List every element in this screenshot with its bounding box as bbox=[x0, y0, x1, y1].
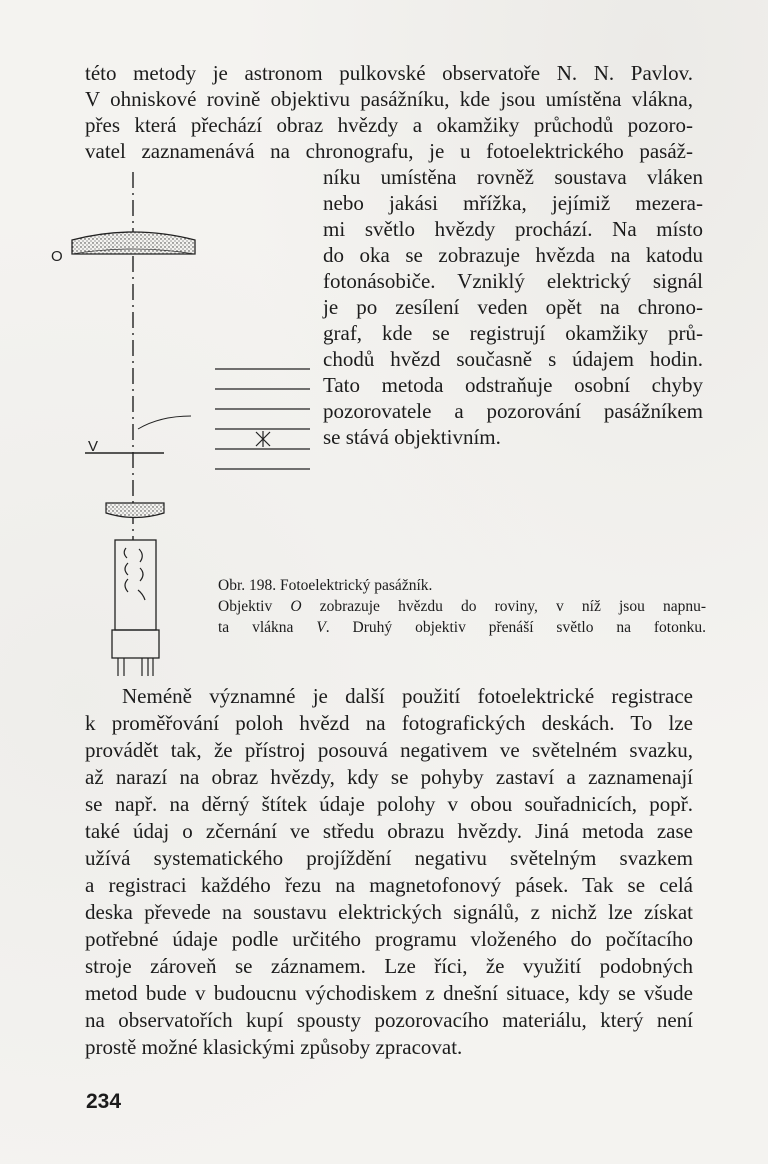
text-line: Neméně významné je další použití fotoelektrické registrace bbox=[122, 684, 693, 708]
text-line: užívá systematického projíždění negativu světelným svazkem bbox=[85, 846, 693, 870]
text-line: graf, kde se registrují okamžiky prů- bbox=[323, 321, 703, 345]
caption-italic: O bbox=[290, 598, 302, 615]
text-line: pozorovatele a pozorování pasážníkem bbox=[323, 399, 703, 423]
text-line: chodů hvězd současně s údajem hodin. bbox=[323, 347, 703, 371]
caption-line bbox=[218, 596, 706, 617]
text-line: V ohniskové rovině objektivu pasážníku, kde jsou umístěna vlákna, bbox=[85, 87, 693, 111]
text-line: a registraci každého řezu na magnetofonový pásek. Tak se celá bbox=[85, 873, 693, 897]
text-line: níku umístěna rovněž soustava vláken bbox=[323, 165, 703, 189]
text-line: přes která přechází obraz hvězdy a okamžiky průchodů pozoro- bbox=[85, 113, 693, 137]
text-line: deska převede na soustavu elektrických signálů, z nichž lze získat bbox=[85, 900, 693, 924]
text-line: na observatořích kupí spousty pozorovacího materiálu, který není bbox=[85, 1008, 693, 1032]
text-line: do oka se zobrazuje hvězda na katodu bbox=[323, 243, 703, 267]
text-line: provádět tak, že přístroj posouvá negativem ve světelném svazku, bbox=[85, 738, 693, 762]
text-line: Tato metoda odstraňuje osobní chyby bbox=[323, 373, 703, 397]
text-line: prostě možné klasickými způsoby zpracovat. bbox=[85, 1035, 463, 1059]
text-line: potřebné údaje podle určitého programu vloženého do počítacího bbox=[85, 927, 693, 951]
caption-text: . Druhý objektiv přenáší světlo na fotonku. bbox=[325, 619, 706, 636]
objective-label: O bbox=[51, 248, 63, 265]
caption-title: Obr. 198. Fotoelektrický pasážník. bbox=[218, 577, 433, 594]
text-line: se stává objektivním. bbox=[323, 425, 501, 449]
text-line: vatel zaznamenává na chronografu, je u fotoelektrického pasáž- bbox=[85, 139, 693, 163]
caption-text: Objektiv bbox=[218, 598, 291, 615]
caption-line bbox=[218, 617, 706, 638]
text-line: metod bude v budoucnu východiskem z dnešní situace, kdy se všude bbox=[85, 981, 693, 1005]
text-line: fotonásobiče. Vzniklý elektrický signál bbox=[323, 269, 703, 293]
text-line: stroje zároveň se záznamem. Lze říci, že využití podobných bbox=[85, 954, 693, 978]
filament-label: V bbox=[88, 438, 99, 455]
text-line: k proměřování poloh hvězd na fotografických deskách. To lze bbox=[85, 711, 693, 735]
text-line: nebo jakási mřížka, jejímiž mezera- bbox=[323, 191, 703, 215]
caption-text: zobrazuje hvězdu do roviny, v níž jsou napnu- bbox=[301, 598, 706, 615]
caption-text: ta vlákna bbox=[218, 619, 317, 636]
text-line: až narazí na obraz hvězdy, kdy se pohyby zastaví a zaznamenají bbox=[85, 765, 693, 789]
page-number: 234 bbox=[86, 1090, 122, 1113]
caption-italic: V bbox=[316, 619, 326, 636]
text-line: také údaj o zčernání ve středu obrazu hvězdy. Jiná metoda zase bbox=[85, 819, 693, 843]
text-line: mi světlo hvězdy prochází. Na místo bbox=[323, 217, 703, 241]
text-line: je po zesílení veden opět na chrono- bbox=[323, 295, 703, 319]
text-line: se např. na děrný štítek údaje polohy v obou souřadnicích, popř. bbox=[85, 792, 693, 816]
text-line: této metody je astronom pulkovské observatoře N. N. Pavlov. bbox=[85, 61, 693, 85]
